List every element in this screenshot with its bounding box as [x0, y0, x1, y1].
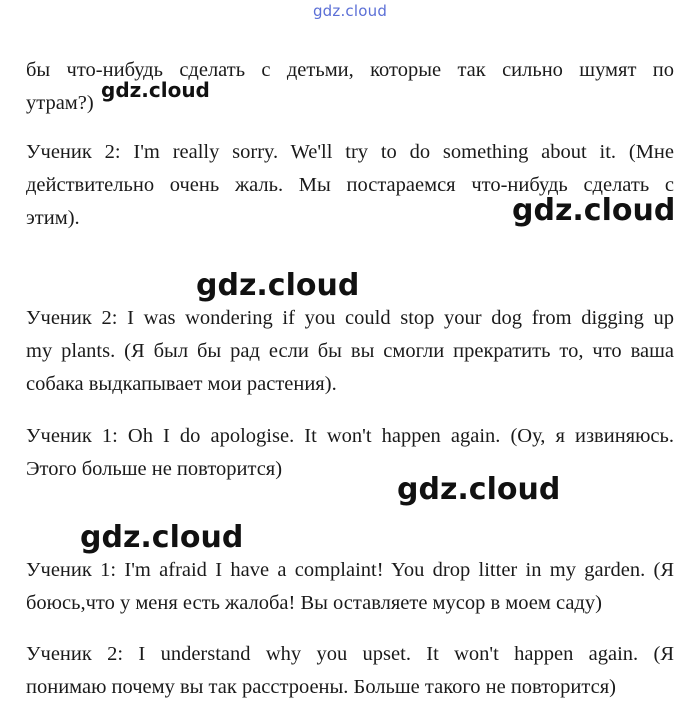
site-header-watermark: gdz.cloud: [312, 2, 388, 20]
paragraph-line: Ученик 2: I understand why you upset. It won't happen again. (Я: [26, 643, 674, 665]
paragraph-line: my plants. (Я был бы рад если бы вы смогли прекратить то, что ваша: [26, 340, 674, 362]
paragraph-5: [26, 554, 674, 620]
paragraph-line: собака выдкапывает мои растения).: [26, 373, 337, 395]
paragraph-line: утрам?): [26, 92, 94, 114]
paragraph-line: Этого больше не повторится): [26, 458, 283, 480]
paragraph-6: [26, 638, 674, 704]
watermark: gdz.cloud: [512, 193, 676, 228]
paragraph-line: действительно очень жаль. Мы постараемся что-нибудь сделать с: [26, 174, 674, 196]
paragraph-line: Ученик 1: I'm afraid I have a complaint! You drop litter in my garden. (Я: [26, 559, 674, 581]
paragraph-line: Ученик 2: I'm really sorry. We'll try to do something about it. (Мне: [26, 141, 674, 163]
paragraph-line: Ученик 2: I was wondering if you could stop your dog from digging up: [26, 307, 674, 329]
paragraph-line: боюсь,что у меня есть жалоба! Вы оставляете мусор в моем саду): [26, 592, 602, 614]
paragraph-4: [26, 420, 674, 486]
watermark: gdz.cloud: [397, 472, 561, 507]
watermark: gdz.cloud: [80, 520, 244, 555]
watermark: gdz.cloud: [196, 268, 360, 303]
paragraph-3: [26, 302, 674, 401]
paragraph-line: бы что-нибудь сделать с детьми, которые так сильно шумят по: [26, 59, 674, 81]
paragraph-line: Ученик 1: Oh I do apologise. It won't happen again. (Оу, я извиняюсь.: [26, 425, 674, 447]
watermark: gdz.cloud: [101, 78, 210, 102]
paragraph-line: этим).: [26, 207, 80, 229]
paragraph-line: понимаю почему вы так расстроены. Больше такого не повторится): [26, 676, 616, 698]
